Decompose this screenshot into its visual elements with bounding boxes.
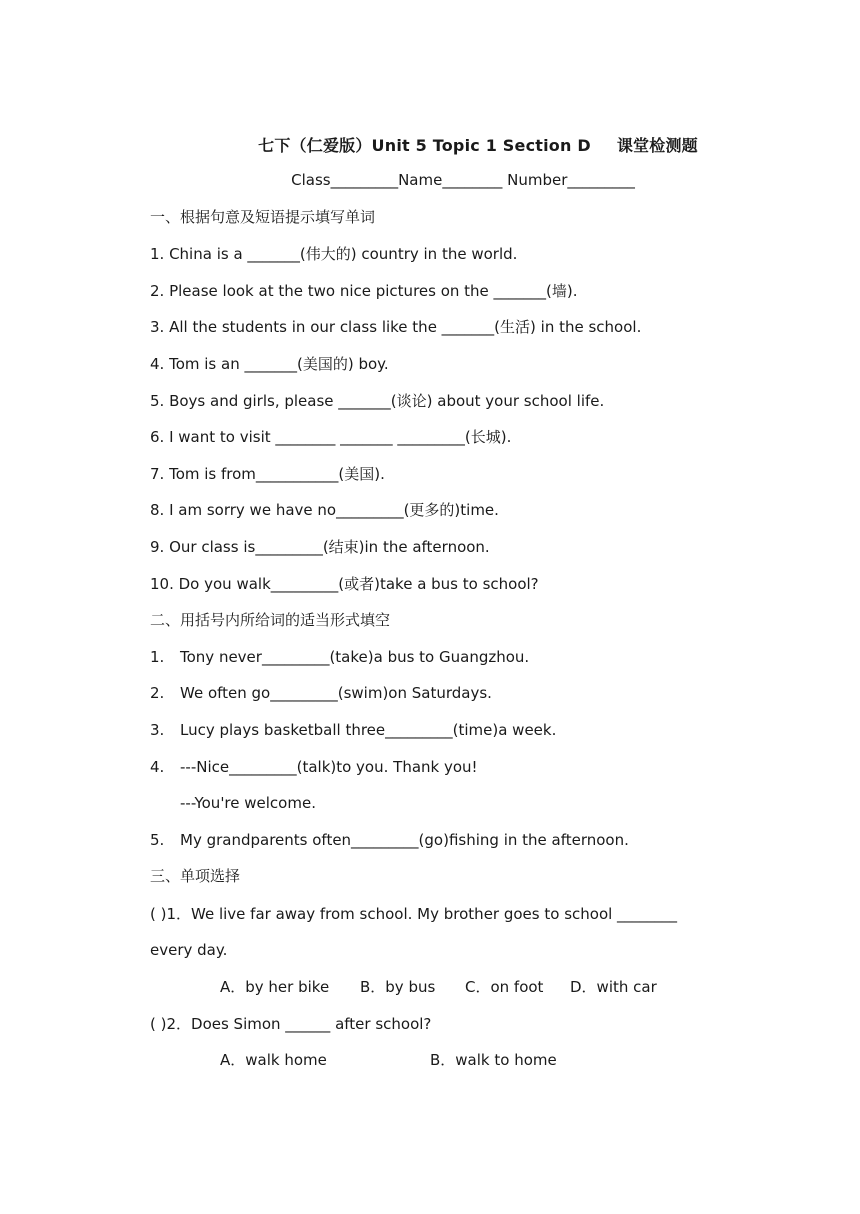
title-main: 七下（仁爱版）Unit 5 Topic 1 Section D — [258, 136, 591, 155]
q1-option-a: A．by her bike — [220, 978, 330, 996]
section2-item-4 — [150, 757, 478, 777]
item-number: 3. — [150, 721, 165, 739]
section2-item-2 — [150, 683, 492, 703]
page-title — [0, 133, 860, 156]
section1-item-2: 2. Please look at the two nice pictures on the _______(墙). — [150, 282, 578, 300]
section1-heading: 一、根据句意及短语提示填写单词 — [150, 208, 376, 226]
section2-item-3 — [150, 720, 556, 740]
q1-stem: ( )1．We live far away from school. My brother goes to school ________ — [150, 905, 678, 923]
item-number: 4. — [150, 758, 165, 776]
item-text: We often go_________(swim)on Saturdays. — [180, 684, 492, 702]
section1-item-5: 5. Boys and girls, please _______(谈论) about your school life. — [150, 392, 605, 410]
item-text: My grandparents often_________(go)fishing in the afternoon. — [180, 831, 629, 849]
item-number: 2. — [150, 684, 165, 702]
item-number: 1. — [150, 648, 165, 666]
section2-item-5 — [150, 830, 629, 850]
q2-stem: ( )2．Does Simon ______ after school? — [150, 1015, 432, 1033]
q2-option-a: A．walk home — [220, 1051, 327, 1069]
item-text: Lucy plays basketball three_________(time)a week. — [180, 721, 557, 739]
section1-item-10: 10. Do you walk_________(或者)take a bus to school? — [150, 575, 539, 593]
q1-option-d: D．with car — [570, 978, 657, 996]
q2-options — [220, 1050, 557, 1070]
section3-heading: 三、单项选择 — [150, 867, 241, 885]
q1-stem-continued: every day. — [150, 941, 228, 959]
item-text: ---Nice_________(talk)to you. Thank you! — [180, 758, 478, 776]
section1-item-6: 6. I want to visit ________ _______ _________(长城). — [150, 428, 512, 446]
item-number: 5. — [150, 831, 165, 849]
q2-option-b: B．walk to home — [430, 1051, 557, 1069]
section2-heading: 二、用括号内所给词的适当形式填空 — [150, 611, 391, 629]
item-text: Tony never_________(take)a bus to Guangzhou. — [180, 648, 530, 666]
section1-item-8: 8. I am sorry we have no_________(更多的)time. — [150, 501, 499, 519]
section1-item-3: 3. All the students in our class like the _______(生活) in the school. — [150, 318, 642, 336]
title-suffix: 课堂检测题 — [616, 136, 698, 155]
q1-option-c: C．on foot — [465, 978, 544, 996]
section1-item-1: 1. China is a _______(伟大的) country in the world. — [150, 245, 518, 263]
q1-option-b: B．by bus — [360, 978, 436, 996]
item-text: ---You're welcome. — [180, 794, 316, 812]
section1-item-7: 7. Tom is from___________(美国). — [150, 465, 385, 483]
section2-item-4-reply — [150, 793, 316, 813]
class-name-number-line: Class_________Name________ Number_________ — [291, 171, 635, 189]
q1-options — [220, 977, 657, 997]
section1-item-4: 4. Tom is an _______(美国的) boy. — [150, 355, 389, 373]
section2-item-1 — [150, 647, 529, 667]
section1-item-9: 9. Our class is_________(结束)in the afternoon. — [150, 538, 490, 556]
